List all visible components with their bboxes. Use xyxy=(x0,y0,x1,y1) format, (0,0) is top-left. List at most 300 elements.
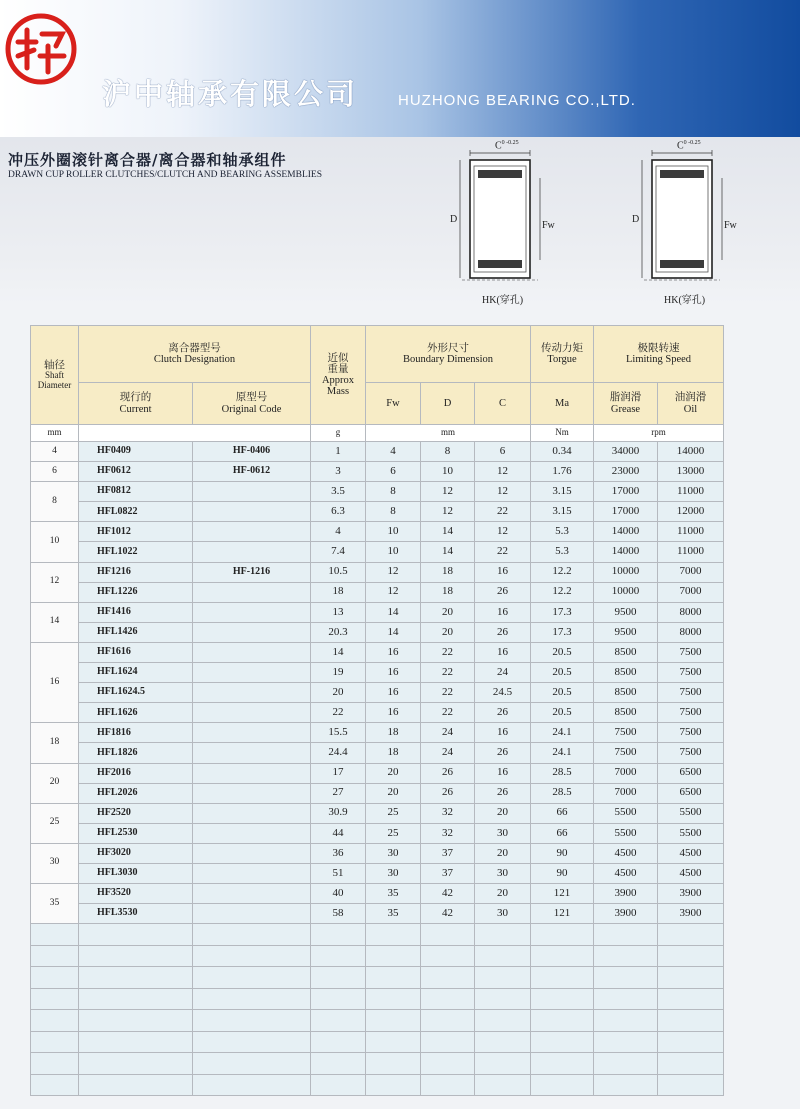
empty-cell xyxy=(658,1053,724,1075)
grease-cell: 8500 xyxy=(594,663,658,683)
mass-cell: 44 xyxy=(311,823,366,843)
empty-cell xyxy=(658,988,724,1010)
oil-cell: 7000 xyxy=(658,582,724,602)
empty-cell xyxy=(311,945,366,967)
mass-cell: 13 xyxy=(311,602,366,622)
ma-cell: 24.1 xyxy=(531,723,594,743)
grease-cell: 4500 xyxy=(594,843,658,863)
oil-cell: 3900 xyxy=(658,904,724,924)
c-cell: 12 xyxy=(475,522,531,542)
current-code-cell: HF1012 xyxy=(79,522,193,542)
d-cell: 20 xyxy=(421,622,475,642)
original-code-cell xyxy=(193,743,311,763)
fw-cell: 16 xyxy=(366,703,421,723)
empty-cell xyxy=(594,1010,658,1032)
grease-cell: 5500 xyxy=(594,823,658,843)
ma-cell: 20.5 xyxy=(531,683,594,703)
ma-cell: 12.2 xyxy=(531,562,594,582)
original-code-cell xyxy=(193,663,311,683)
empty-cell xyxy=(475,1031,531,1053)
empty-cell xyxy=(366,1010,421,1032)
c-cell: 16 xyxy=(475,562,531,582)
mass-cell: 17 xyxy=(311,763,366,783)
unit-mass: g xyxy=(311,425,366,442)
oil-cell: 4500 xyxy=(658,843,724,863)
empty-cell xyxy=(311,1074,366,1096)
current-code-cell: HF0812 xyxy=(79,482,193,502)
current-code-cell: HFL1624.5 xyxy=(79,683,193,703)
header-current: 现行的 Current xyxy=(79,383,193,425)
mass-cell: 3 xyxy=(311,462,366,482)
fw-cell: 8 xyxy=(366,502,421,522)
header-banner xyxy=(0,0,800,137)
empty-cell xyxy=(366,1074,421,1096)
diagram-1-c-label: $C^{0 -0.25}$ xyxy=(495,140,519,152)
table-row xyxy=(31,904,724,924)
c-cell: 16 xyxy=(475,763,531,783)
empty-cell xyxy=(658,924,724,946)
oil-cell: 11000 xyxy=(658,482,724,502)
header-grease: 脂润滑 Grease xyxy=(594,383,658,425)
empty-cell xyxy=(658,967,724,989)
empty-cell xyxy=(31,924,79,946)
mass-cell: 20.3 xyxy=(311,622,366,642)
d-cell: 12 xyxy=(421,502,475,522)
unit-designation xyxy=(79,425,311,442)
empty-cell xyxy=(366,924,421,946)
header-approx-mass: 近似 重量 Approx Mass xyxy=(311,326,366,425)
d-cell: 42 xyxy=(421,904,475,924)
d-cell: 18 xyxy=(421,562,475,582)
empty-cell xyxy=(79,945,193,967)
original-code-cell xyxy=(193,703,311,723)
ma-cell: 66 xyxy=(531,803,594,823)
empty-cell xyxy=(531,1010,594,1032)
original-code-cell xyxy=(193,542,311,562)
fw-cell: 10 xyxy=(366,542,421,562)
shaft-diameter-cell: 6 xyxy=(31,462,79,482)
grease-cell: 7000 xyxy=(594,763,658,783)
empty-cell xyxy=(311,1010,366,1032)
d-cell: 20 xyxy=(421,602,475,622)
table-row xyxy=(31,602,724,622)
current-code-cell: HFL1626 xyxy=(79,703,193,723)
empty-cell xyxy=(193,1010,311,1032)
fw-cell: 4 xyxy=(366,442,421,462)
c-cell: 26 xyxy=(475,622,531,642)
empty-cell xyxy=(594,967,658,989)
empty-cell xyxy=(31,945,79,967)
fw-cell: 30 xyxy=(366,863,421,883)
grease-cell: 8500 xyxy=(594,703,658,723)
ma-cell: 1.76 xyxy=(531,462,594,482)
empty-cell xyxy=(531,924,594,946)
empty-cell xyxy=(79,988,193,1010)
fw-cell: 25 xyxy=(366,803,421,823)
d-cell: 14 xyxy=(421,542,475,562)
grease-cell: 9500 xyxy=(594,622,658,642)
current-code-cell: HF3520 xyxy=(79,884,193,904)
header-boundary-dimension: 外形尺寸 Boundary Dimension xyxy=(366,326,531,383)
empty-cell xyxy=(311,1031,366,1053)
original-code-cell xyxy=(193,522,311,542)
empty-cell xyxy=(658,1074,724,1096)
table-row xyxy=(31,622,724,642)
grease-cell: 10000 xyxy=(594,582,658,602)
oil-cell: 7500 xyxy=(658,642,724,662)
table-row xyxy=(31,863,724,883)
table-row xyxy=(31,442,724,462)
empty-table-row xyxy=(31,1010,724,1032)
header-d: D xyxy=(421,383,475,425)
mass-cell: 14 xyxy=(311,642,366,662)
empty-cell xyxy=(421,1053,475,1075)
ma-cell: 3.15 xyxy=(531,482,594,502)
empty-cell xyxy=(475,1074,531,1096)
original-code-cell xyxy=(193,904,311,924)
oil-cell: 5500 xyxy=(658,823,724,843)
empty-cell xyxy=(311,967,366,989)
empty-table-row xyxy=(31,988,724,1010)
table-row xyxy=(31,482,724,502)
empty-cell xyxy=(531,988,594,1010)
d-cell: 22 xyxy=(421,703,475,723)
company-name-cn: 沪中轴承有限公司 xyxy=(102,77,359,111)
ma-cell: 66 xyxy=(531,823,594,843)
ma-cell: 90 xyxy=(531,863,594,883)
header-clutch-designation: 离合器型号 Clutch Designation xyxy=(79,326,311,383)
diagram-2-d-label: D xyxy=(632,214,640,225)
original-code-cell xyxy=(193,582,311,602)
oil-cell: 7500 xyxy=(658,703,724,723)
mass-cell: 18 xyxy=(311,582,366,602)
empty-cell xyxy=(421,1031,475,1053)
oil-cell: 3900 xyxy=(658,884,724,904)
current-code-cell: HF1416 xyxy=(79,602,193,622)
mass-cell: 4 xyxy=(311,522,366,542)
current-code-cell: HFL1826 xyxy=(79,743,193,763)
empty-cell xyxy=(79,1074,193,1096)
empty-cell xyxy=(366,988,421,1010)
c-cell: 24.5 xyxy=(475,683,531,703)
mass-cell: 6.3 xyxy=(311,502,366,522)
table-row xyxy=(31,582,724,602)
table-row xyxy=(31,642,724,662)
empty-cell xyxy=(79,1053,193,1075)
d-cell: 14 xyxy=(421,522,475,542)
ma-cell: 0.34 xyxy=(531,442,594,462)
original-code-cell xyxy=(193,783,311,803)
c-cell: 26 xyxy=(475,703,531,723)
fw-cell: 16 xyxy=(366,663,421,683)
original-code-cell xyxy=(193,723,311,743)
original-code-cell xyxy=(193,602,311,622)
fw-cell: 18 xyxy=(366,723,421,743)
fw-cell: 8 xyxy=(366,482,421,502)
fw-cell: 6 xyxy=(366,462,421,482)
empty-cell xyxy=(475,924,531,946)
empty-cell xyxy=(594,988,658,1010)
d-cell: 24 xyxy=(421,743,475,763)
grease-cell: 4500 xyxy=(594,863,658,883)
empty-cell xyxy=(193,1074,311,1096)
mass-cell: 36 xyxy=(311,843,366,863)
empty-cell xyxy=(421,1010,475,1032)
fw-cell: 12 xyxy=(366,582,421,602)
empty-cell xyxy=(531,1031,594,1053)
unit-speed: rpm xyxy=(594,425,724,442)
empty-table-row xyxy=(31,1074,724,1096)
ma-cell: 17.3 xyxy=(531,602,594,622)
empty-cell xyxy=(658,1031,724,1053)
d-cell: 32 xyxy=(421,823,475,843)
table-row xyxy=(31,502,724,522)
grease-cell: 17000 xyxy=(594,482,658,502)
original-code-cell xyxy=(193,843,311,863)
fw-cell: 20 xyxy=(366,763,421,783)
empty-cell xyxy=(475,967,531,989)
table-row xyxy=(31,763,724,783)
current-code-cell: HFL1226 xyxy=(79,582,193,602)
empty-cell xyxy=(594,1031,658,1053)
current-code-cell: HF2520 xyxy=(79,803,193,823)
table-row xyxy=(31,663,724,683)
diagram-2-fw-label: Fw xyxy=(724,220,737,231)
unit-dimension: mm xyxy=(366,425,531,442)
d-cell: 24 xyxy=(421,723,475,743)
grease-cell: 23000 xyxy=(594,462,658,482)
section-title-cn: 冲压外圈滚针离合器/离合器和轴承组件 xyxy=(8,151,287,169)
empty-cell xyxy=(658,945,724,967)
oil-cell: 14000 xyxy=(658,442,724,462)
mass-cell: 3.5 xyxy=(311,482,366,502)
table-row xyxy=(31,703,724,723)
d-cell: 22 xyxy=(421,663,475,683)
grease-cell: 7500 xyxy=(594,743,658,763)
c-cell: 16 xyxy=(475,602,531,622)
ma-cell: 28.5 xyxy=(531,763,594,783)
fw-cell: 16 xyxy=(366,683,421,703)
oil-cell: 7500 xyxy=(658,723,724,743)
empty-cell xyxy=(531,1053,594,1075)
header-fw: Fw xyxy=(366,383,421,425)
ma-cell: 5.3 xyxy=(531,522,594,542)
empty-cell xyxy=(31,1074,79,1096)
oil-cell: 5500 xyxy=(658,803,724,823)
table-row xyxy=(31,743,724,763)
empty-cell xyxy=(475,945,531,967)
ma-cell: 90 xyxy=(531,843,594,863)
empty-cell xyxy=(531,1074,594,1096)
ma-cell: 20.5 xyxy=(531,642,594,662)
ma-cell: 121 xyxy=(531,884,594,904)
original-code-cell: HF-0612 xyxy=(193,462,311,482)
d-cell: 26 xyxy=(421,763,475,783)
header-limiting-speed: 极限转速 Limiting Speed xyxy=(594,326,724,383)
grease-cell: 14000 xyxy=(594,522,658,542)
ma-cell: 12.2 xyxy=(531,582,594,602)
empty-table-row xyxy=(31,924,724,946)
current-code-cell: HFL1022 xyxy=(79,542,193,562)
c-cell: 12 xyxy=(475,462,531,482)
table-row xyxy=(31,823,724,843)
section-title-en: DRAWN CUP ROLLER CLUTCHES/CLUTCH AND BEARING ASSEMBLIES xyxy=(8,170,322,180)
c-cell: 26 xyxy=(475,783,531,803)
empty-cell xyxy=(79,1010,193,1032)
ma-cell: 28.5 xyxy=(531,783,594,803)
ma-cell: 20.5 xyxy=(531,703,594,723)
empty-cell xyxy=(366,945,421,967)
spec-table-body xyxy=(31,442,724,1096)
header-shaft-diameter: 轴径 Shaft Diameter xyxy=(31,326,79,425)
diagram-1-d-label: D xyxy=(450,214,458,225)
current-code-cell: HFL1426 xyxy=(79,622,193,642)
d-cell: 26 xyxy=(421,783,475,803)
d-cell: 42 xyxy=(421,884,475,904)
original-code-cell xyxy=(193,622,311,642)
c-cell: 30 xyxy=(475,904,531,924)
mass-cell: 51 xyxy=(311,863,366,883)
empty-cell xyxy=(31,1010,79,1032)
header-c: C xyxy=(475,383,531,425)
oil-cell: 12000 xyxy=(658,502,724,522)
current-code-cell: HFL3530 xyxy=(79,904,193,924)
mass-cell: 10.5 xyxy=(311,562,366,582)
empty-cell xyxy=(421,945,475,967)
original-code-cell xyxy=(193,482,311,502)
empty-cell xyxy=(531,967,594,989)
oil-cell: 8000 xyxy=(658,602,724,622)
unit-torque: Nm xyxy=(531,425,594,442)
oil-cell: 11000 xyxy=(658,542,724,562)
empty-table-row xyxy=(31,1031,724,1053)
empty-cell xyxy=(658,1010,724,1032)
fw-cell: 18 xyxy=(366,743,421,763)
huzhong-logo-icon xyxy=(4,12,78,86)
empty-cell xyxy=(366,1031,421,1053)
original-code-cell xyxy=(193,502,311,522)
oil-cell: 6500 xyxy=(658,783,724,803)
diagram-2-caption: HK(穿孔) xyxy=(664,295,706,306)
d-cell: 18 xyxy=(421,582,475,602)
empty-cell xyxy=(475,988,531,1010)
current-code-cell: HF1616 xyxy=(79,642,193,662)
empty-cell xyxy=(594,945,658,967)
current-code-cell: HFL1624 xyxy=(79,663,193,683)
empty-cell xyxy=(594,1053,658,1075)
table-row xyxy=(31,803,724,823)
ma-cell: 17.3 xyxy=(531,622,594,642)
c-cell: 26 xyxy=(475,743,531,763)
empty-cell xyxy=(366,967,421,989)
shaft-diameter-cell: 12 xyxy=(31,562,79,602)
empty-cell xyxy=(31,1053,79,1075)
shaft-diameter-cell: 30 xyxy=(31,843,79,883)
d-cell: 10 xyxy=(421,462,475,482)
empty-cell xyxy=(193,967,311,989)
empty-cell xyxy=(421,988,475,1010)
empty-cell xyxy=(79,1031,193,1053)
ma-cell: 5.3 xyxy=(531,542,594,562)
empty-cell xyxy=(311,924,366,946)
empty-cell xyxy=(311,1053,366,1075)
table-row xyxy=(31,522,724,542)
table-row xyxy=(31,884,724,904)
shaft-diameter-cell: 16 xyxy=(31,642,79,722)
empty-cell xyxy=(193,988,311,1010)
c-cell: 22 xyxy=(475,542,531,562)
table-row xyxy=(31,843,724,863)
empty-cell xyxy=(421,1074,475,1096)
empty-cell xyxy=(193,1053,311,1075)
mass-cell: 58 xyxy=(311,904,366,924)
ma-cell: 20.5 xyxy=(531,663,594,683)
d-cell: 37 xyxy=(421,843,475,863)
header-torque: 传动力矩 Torgue xyxy=(531,326,594,383)
current-code-cell: HF1816 xyxy=(79,723,193,743)
empty-table-row xyxy=(31,967,724,989)
fw-cell: 14 xyxy=(366,602,421,622)
current-code-cell: HF3020 xyxy=(79,843,193,863)
c-cell: 22 xyxy=(475,502,531,522)
current-code-cell: HFL2026 xyxy=(79,783,193,803)
current-code-cell: HFL2530 xyxy=(79,823,193,843)
empty-cell xyxy=(531,945,594,967)
diagram-1-fw-label: Fw xyxy=(542,220,555,231)
oil-cell: 7000 xyxy=(658,562,724,582)
c-cell: 30 xyxy=(475,863,531,883)
grease-cell: 9500 xyxy=(594,602,658,622)
table-row xyxy=(31,542,724,562)
c-cell: 12 xyxy=(475,482,531,502)
shaft-diameter-cell: 35 xyxy=(31,884,79,924)
shaft-diameter-cell: 18 xyxy=(31,723,79,763)
oil-cell: 7500 xyxy=(658,663,724,683)
empty-cell xyxy=(311,988,366,1010)
empty-cell xyxy=(475,1010,531,1032)
table-row xyxy=(31,462,724,482)
table-row xyxy=(31,723,724,743)
c-cell: 20 xyxy=(475,803,531,823)
unit-shaft: mm xyxy=(31,425,79,442)
original-code-cell: HF-1216 xyxy=(193,562,311,582)
c-cell: 24 xyxy=(475,663,531,683)
grease-cell: 34000 xyxy=(594,442,658,462)
c-cell: 30 xyxy=(475,823,531,843)
empty-cell xyxy=(594,1074,658,1096)
c-cell: 20 xyxy=(475,843,531,863)
table-row xyxy=(31,562,724,582)
clutch-spec-table xyxy=(30,325,724,1096)
fw-cell: 10 xyxy=(366,522,421,542)
grease-cell: 8500 xyxy=(594,683,658,703)
shaft-diameter-cell: 10 xyxy=(31,522,79,562)
grease-cell: 3900 xyxy=(594,904,658,924)
fw-cell: 35 xyxy=(366,884,421,904)
mass-cell: 22 xyxy=(311,703,366,723)
diagram-1-caption: HK(穿孔) xyxy=(482,295,524,306)
empty-cell xyxy=(31,988,79,1010)
shaft-diameter-cell: 4 xyxy=(31,442,79,462)
empty-table-row xyxy=(31,945,724,967)
mass-cell: 24.4 xyxy=(311,743,366,763)
grease-cell: 17000 xyxy=(594,502,658,522)
mass-cell: 40 xyxy=(311,884,366,904)
c-cell: 20 xyxy=(475,884,531,904)
d-cell: 22 xyxy=(421,683,475,703)
ma-cell: 121 xyxy=(531,904,594,924)
table-row xyxy=(31,683,724,703)
